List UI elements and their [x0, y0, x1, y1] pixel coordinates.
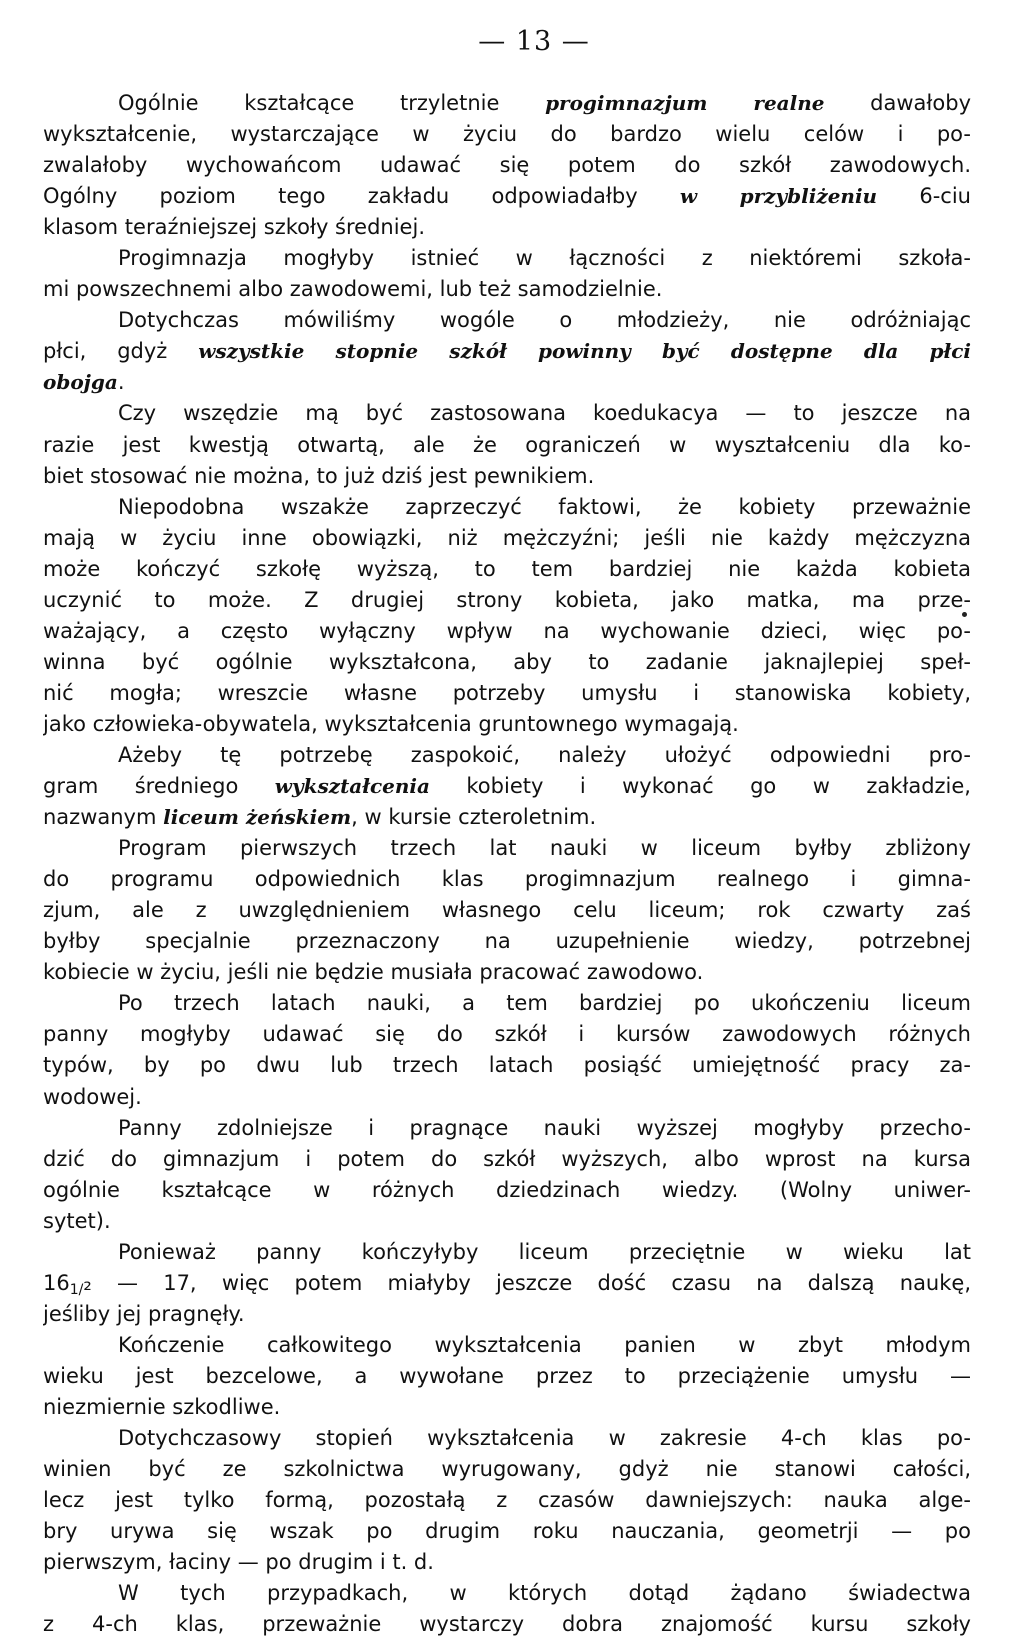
text-segment: nazwanym	[43, 805, 164, 830]
text-line	[43, 1019, 971, 1050]
text-segment: Dotychczasowy stopień wykształcenia w zakresie 4-ch klas po-	[118, 1426, 971, 1451]
text-line	[43, 709, 971, 740]
text-line	[43, 1361, 971, 1392]
text-line	[43, 1175, 971, 1206]
text-segment: sytet).	[43, 1208, 111, 1233]
text-segment: W tych przypadkach, w których dotąd żądano świadectwa	[118, 1581, 971, 1606]
text-line	[43, 1454, 971, 1485]
text-segment: do programu odpowiednich klas progimnazjum realnego i gimna-	[43, 867, 971, 892]
text-line	[43, 833, 971, 864]
text-segment: Kończenie całkowitego wykształcenia panien w zbyt młodym	[118, 1332, 971, 1357]
text-segment: kobiety i wykonać go w zakładzie,	[429, 774, 971, 799]
text-line	[43, 554, 971, 585]
text-segment: jeśliby jej pragnęły.	[43, 1301, 245, 1326]
text-line	[43, 212, 971, 243]
text-line	[43, 1113, 971, 1144]
text-segment: Dotychczas mówiliśmy wogóle o młodzieży, nie odróżniając	[118, 308, 971, 333]
text-line	[43, 398, 971, 429]
text-segment: 16	[43, 1270, 70, 1295]
text-line	[43, 864, 971, 895]
text-line	[43, 1609, 971, 1640]
text-segment: Ogólny poziom tego zakładu odpowiadałby	[43, 184, 680, 209]
text-line	[43, 1330, 971, 1361]
text-line	[43, 1144, 971, 1175]
text-line	[43, 1237, 971, 1268]
emphasis-text: w przybliżeniu	[679, 184, 878, 209]
text-segment: niezmiernie szkodliwe.	[43, 1394, 281, 1419]
text-segment: .	[117, 370, 125, 395]
text-line	[43, 802, 971, 833]
text-segment: jako człowieka-obywatela, wykształcenia gruntownego wymagają.	[43, 711, 739, 736]
text-line	[43, 1082, 971, 1113]
text-line	[43, 1206, 971, 1237]
text-segment: , w kursie czteroletnim.	[351, 805, 597, 830]
text-segment: wykształcenie, wystarczające w życiu do bardzo wielu celów i po-	[43, 122, 971, 147]
text-line	[43, 1299, 971, 1330]
text-line	[43, 616, 971, 647]
text-line	[43, 1392, 971, 1423]
text-segment: Panny zdolniejsze i pragnące nauki wyższej mogłyby przecho-	[118, 1115, 971, 1140]
text-segment: lecz jest tylko formą, pozostałą z czasów dawniejszych: nauka alge-	[43, 1488, 971, 1513]
text-line	[43, 647, 971, 678]
text-line	[43, 585, 971, 616]
emphasis-text: obojga	[43, 370, 118, 395]
text-line	[43, 492, 971, 523]
text-line	[43, 243, 971, 274]
text-segment: mają w życiu inne obowiązki, niż mężczyźni; jeśli nie każdy mężczyzna	[43, 525, 971, 550]
text-segment: kobiecie w życiu, jeśli nie będzie musiała pracować zawodowo.	[43, 960, 704, 985]
text-line	[43, 119, 971, 150]
text-line	[43, 150, 971, 181]
emphasis-text: wszystkie stopnie szkół powinny być dostępne dla płci	[198, 339, 971, 364]
text-line	[43, 430, 971, 461]
text-segment: Program pierwszych trzech lat nauki w liceum byłby zbliżony	[118, 836, 971, 861]
text-segment: biet stosować nie można, to już dziś jest pewnikiem.	[43, 463, 595, 488]
text-line	[43, 367, 971, 398]
text-segment: typów, by po dwu lub trzech latach posiąść umiejętność pracy za-	[43, 1053, 971, 1078]
text-segment: klasom teraźniejszej szkoły średniej.	[43, 215, 425, 240]
text-line	[43, 305, 971, 336]
page-number: — 13 —	[478, 26, 590, 57]
text-line	[43, 1050, 971, 1081]
text-segment: bry urywa się wszak po drugim roku nauczania, geometrji — po	[43, 1519, 971, 1544]
text-line	[43, 1547, 971, 1578]
text-line	[43, 926, 971, 957]
text-line	[43, 1423, 971, 1454]
text-line	[43, 740, 971, 771]
text-segment: 1/	[69, 1281, 84, 1298]
text-segment: wieku jest bezcelowe, a wywołane przez to przeciążenie umysłu —	[43, 1363, 971, 1388]
text-segment: gram średniego	[43, 774, 275, 799]
text-line	[43, 88, 971, 119]
text-line	[43, 895, 971, 926]
text-segment: Ażeby tę potrzebę zaspokoić, należy ułożyć odpowiedni pro-	[118, 742, 971, 767]
text-segment: winien być ze szkolnictwa wyrugowany, gdyż nie stanowi całości,	[43, 1457, 971, 1482]
text-segment: panny mogłyby udawać się do szkół i kursów zawodowych różnych	[43, 1022, 971, 1047]
text-line	[43, 461, 971, 492]
text-segment: uczynić to może. Z drugiej strony kobieta, jako matka, ma prze-	[43, 587, 971, 612]
text-segment: Ogólnie kształcące trzyletnie	[118, 91, 546, 115]
text-line	[43, 523, 971, 554]
text-line	[43, 336, 971, 367]
text-segment: płci, gdyż	[43, 339, 199, 364]
text-line	[43, 1485, 971, 1516]
text-segment: winna być ogólnie wykształcona, aby to zadanie jaknajlepiej speł-	[43, 649, 971, 674]
emphasis-text: progimnazjum realne	[545, 91, 825, 115]
body-text	[43, 88, 971, 1640]
text-segment: z 4-ch klas, przeważnie wystarczy dobra znajomość kursu szkoły	[43, 1612, 971, 1637]
text-segment: nić mogła; wreszcie własne potrzeby umysłu i stanowiska kobiety,	[43, 680, 971, 705]
text-segment: ważający, a często wyłączny wpływ na wychowanie dzieci, więc po-	[43, 618, 971, 643]
text-segment: byłby specjalnie przeznaczony na uzupełnienie wiedzy, potrzebnej	[43, 929, 971, 954]
text-segment: Czy wszędzie mą być zastosowana koedukacya — to jeszcze na	[118, 401, 971, 426]
text-segment: Niepodobna wszakże zaprzeczyć faktowi, że kobiety przeważnie	[118, 494, 971, 519]
text-line	[43, 1516, 971, 1547]
text-segment: dzić do gimnazjum i potem do szkół wyższych, albo wprost na kursa	[43, 1146, 971, 1171]
text-segment: wodowej.	[43, 1084, 142, 1109]
text-line	[43, 957, 971, 988]
text-line	[43, 181, 971, 212]
text-segment: Progimnazja mogłyby istnieć w łączności z niektóremi szkoła-	[118, 246, 971, 271]
text-segment: ogólnie kształcące w różnych dziedzinach wiedzy. (Wolny uniwer-	[43, 1177, 971, 1202]
text-segment: dawałoby	[824, 91, 971, 115]
emphasis-text: liceum żeńskiem	[163, 805, 352, 830]
text-segment: pierwszym, łaciny — po drugim i t. d.	[43, 1550, 434, 1575]
text-segment: ₂ — 17, więc potem miałyby jeszcze dość czasu na dalszą naukę,	[83, 1270, 971, 1295]
text-line	[43, 678, 971, 709]
emphasis-text: wykształcenia	[274, 774, 430, 799]
text-line	[43, 1268, 971, 1299]
text-line	[43, 274, 971, 305]
text-segment: 6-ciu	[877, 184, 971, 209]
text-segment: Ponieważ panny kończyłyby liceum przeciętnie w wieku lat	[118, 1239, 971, 1264]
text-segment: zjum, ale z uwzględnieniem własnego celu liceum; rok czwarty zaś	[43, 898, 971, 923]
text-segment: Po trzech latach nauki, a tem bardziej po ukończeniu liceum	[118, 991, 971, 1016]
text-line	[43, 988, 971, 1019]
print-speck	[962, 612, 967, 617]
text-line	[43, 1578, 971, 1609]
text-segment: mi powszechnemi albo zawodowemi, lub też samodzielnie.	[43, 277, 663, 302]
text-segment: razie jest kwestją otwartą, ale że ograniczeń w wyształceniu dla ko-	[43, 432, 971, 457]
text-segment: zwalałoby wychowańcom udawać się potem do szkół zawodowych.	[43, 153, 971, 178]
text-line	[43, 771, 971, 802]
text-segment: może kończyć szkołę wyższą, to tem bardziej nie każda kobieta	[43, 556, 971, 581]
